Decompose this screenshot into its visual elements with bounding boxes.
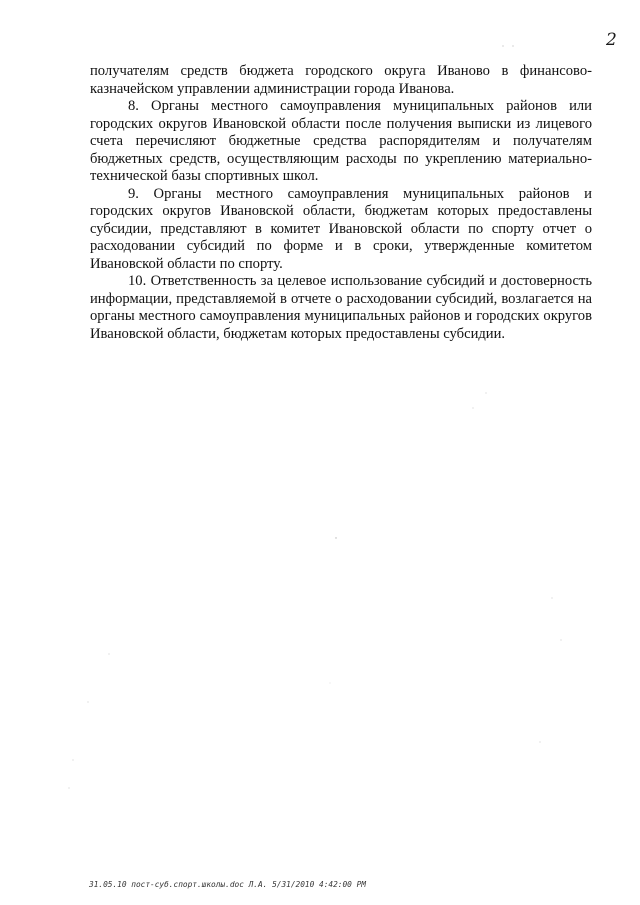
paragraph-item-9: 9. Органы местного самоуправления муниципальных районов и городских округов Ивановской области, бюджетам которых предоставлены субсидии, представляют в комитет Ивановской области по спорту отчет о расходовании субсидий по форме и в сроки, утвержденные комитетом Ивановской области по спорту. <box>90 185 592 272</box>
document-footer: 31.05.10 пост-суб.спорт.школы.doc Л.А. 5/31/2010 4:42:00 PM <box>89 880 366 889</box>
paragraph-item-10: 10. Ответственность за целевое использование субсидий и достоверность информации, представляемой в отчете о расходовании субсидий, возлагается на органы местного самоуправления муниципальных районов и городских округов Ивановской области, бюджетам которых предоставлены субсидии. <box>90 273 592 342</box>
paragraph-continuation: получателям средств бюджета городского округа Иваново в финансово-казначейском управлении администрации города Иванова. <box>90 63 592 97</box>
paragraph-item-8: 8. Органы местного самоуправления муниципальных районов или городских округов Ивановской области после получения выписки из лицевого счета перечисляют бюджетные средства распорядителям и получателям бюджетных средств, осуществляющим расходы по укреплению материально-технической базы спортивных школ. <box>90 98 592 184</box>
handwritten-page-number: 2 <box>606 30 617 50</box>
